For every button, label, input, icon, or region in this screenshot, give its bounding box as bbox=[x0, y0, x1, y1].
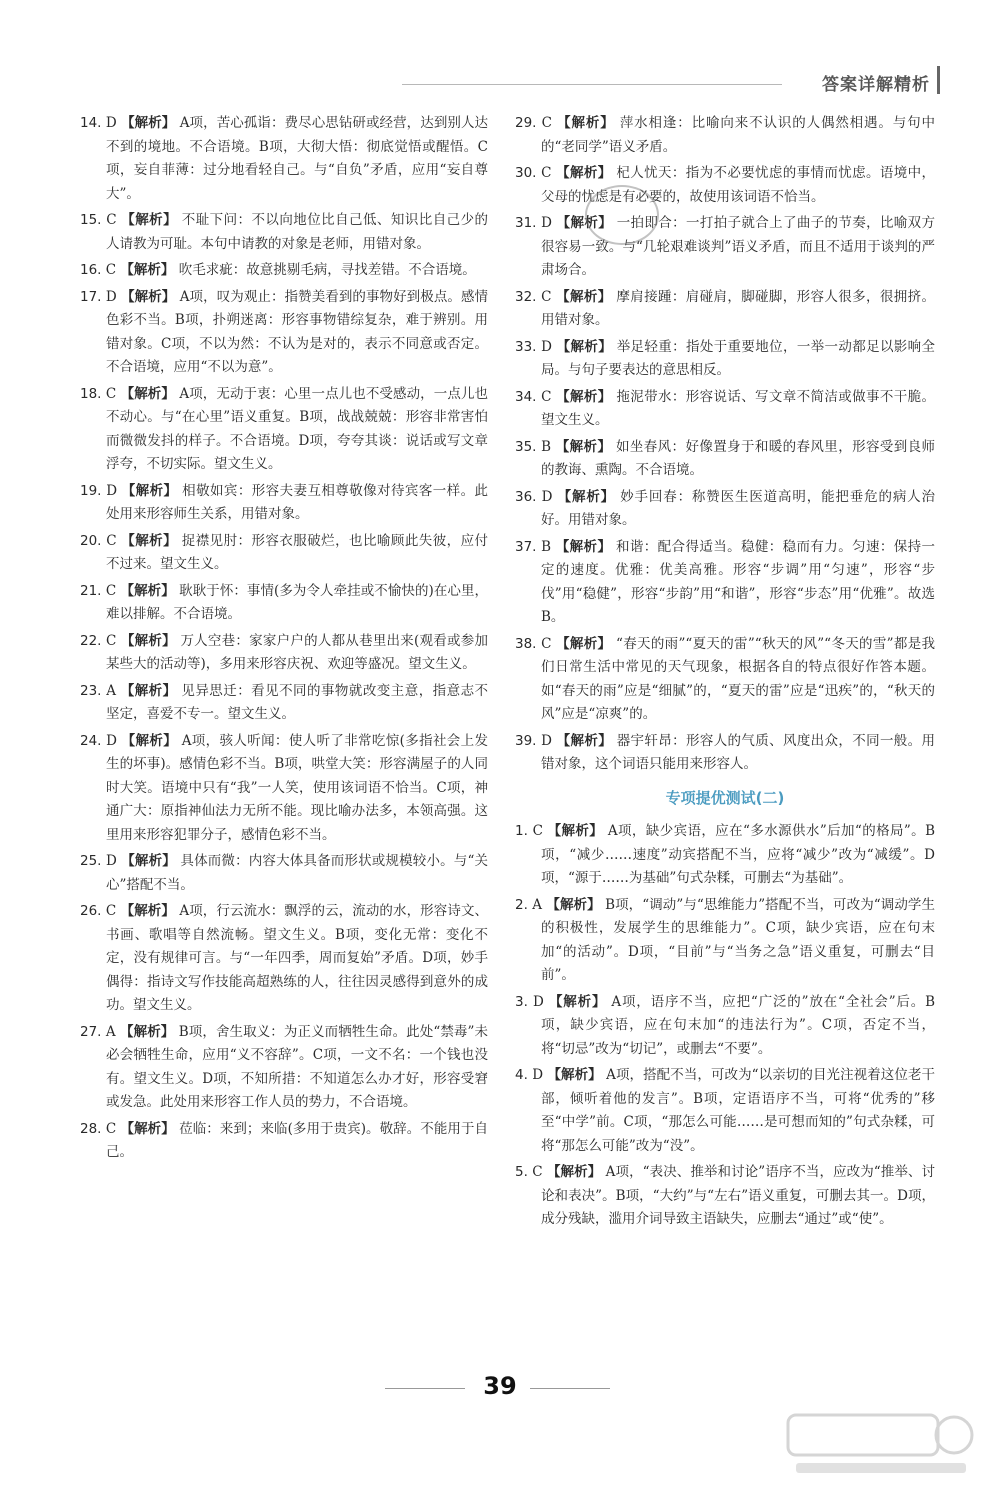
answer-item bbox=[80, 480, 488, 527]
section-title: 专项提优测试(二) bbox=[665, 788, 785, 807]
answer-item bbox=[80, 1118, 488, 1165]
analysis-tag: 【解析】 bbox=[547, 1067, 602, 1083]
answer-letter: D bbox=[533, 993, 544, 1010]
answer-letter: A bbox=[106, 682, 116, 699]
answer-letter: C bbox=[541, 288, 552, 305]
left-column bbox=[80, 112, 488, 1168]
answer-item bbox=[515, 633, 935, 727]
answer-number: 38. bbox=[515, 635, 537, 652]
analysis-text: 见异思迁：看见不同的事物就改变主意，指意志不坚定，喜爱不专一。望文生义。 bbox=[106, 682, 489, 722]
answer-item bbox=[80, 259, 488, 283]
answer-item bbox=[515, 162, 935, 209]
analysis-text: 耿耿于怀：事情(多为令人牵挂或不愉快的)在心里，难以排解。不合语境。 bbox=[106, 582, 489, 622]
analysis-text: 具体而微：内容大体具备而形状或规模较小。与“关心”搭配不当。 bbox=[106, 853, 489, 893]
analysis-tag: 【解析】 bbox=[556, 338, 613, 355]
page-header bbox=[0, 0, 1000, 110]
answer-letter: A bbox=[532, 896, 543, 913]
analysis-text: A项，苦心孤诣：费尽心思钻研或经营，达到别人达不到的境地。不合语境。B项，大彻大悟：彻底觉悟或醒悟。C项，妄自菲薄：过分地看轻自己。与“自负”矛盾，应用“妄自尊大”。 bbox=[106, 115, 489, 202]
analysis-tag: 【解析】 bbox=[121, 532, 178, 549]
answer-letter: D bbox=[105, 288, 117, 305]
answer-letter: C bbox=[105, 903, 117, 919]
analysis-text: 莅临：来到；来临(多用于贵宾)。敬辞。不能用于自己。 bbox=[106, 1120, 489, 1160]
analysis-tag: 【解析】 bbox=[121, 212, 178, 228]
answer-item bbox=[80, 383, 488, 477]
answer-letter: C bbox=[541, 388, 552, 405]
analysis-tag: 【解析】 bbox=[548, 993, 607, 1010]
analysis-text: 相敬如宾：形容夫妻互相尊敬像对待宾客一样。此处用来形容师生关系，用错对象。 bbox=[106, 482, 489, 522]
answer-item bbox=[515, 436, 935, 483]
analysis-tag: 【解析】 bbox=[121, 853, 176, 869]
answer-letter: D bbox=[105, 853, 117, 869]
watermark-logo bbox=[786, 1409, 976, 1479]
answer-letter: C bbox=[105, 582, 117, 599]
analysis-text: 一拍即合：一打拍子就合上了曲子的节奏，比喻双方很容易一致。与“几轮艰难谈判”语义矛盾，而且不适用于谈判的严肃场合。 bbox=[541, 215, 936, 278]
analysis-text: 如坐春风：好像置身于和暖的春风里，形容受到良师的教诲、熏陶。不合语境。 bbox=[541, 438, 936, 478]
answer-number: 4. bbox=[515, 1067, 528, 1083]
analysis-text: A项，“表决、推举和讨论”语序不当，应改为“推举、讨论和表决”。B项，“大约”与“左右”语义重复，可删去其一。D项，成分残缺，滥用介词导致主语缺失，应删去“通过”或“使”。 bbox=[541, 1164, 936, 1227]
answer-number: 28. bbox=[80, 1120, 102, 1137]
analysis-tag: 【解析】 bbox=[556, 165, 612, 181]
analysis-text: 妙手回春：称赞医生医道高明，能把垂危的病人治好。用错对象。 bbox=[541, 488, 936, 528]
analysis-text: 不耻下问：不以向地位比自己低、知识比自己少的人请教为可耻。本句中请教的对象是老师，用错对象。 bbox=[106, 212, 489, 252]
answer-item bbox=[515, 286, 935, 333]
analysis-tag: 【解析】 bbox=[546, 1164, 602, 1180]
analysis-text: 吹毛求疵：故意挑剔毛病，寻找差错。不合语境。 bbox=[178, 262, 476, 278]
answer-letter: C bbox=[105, 1120, 117, 1137]
answer-item bbox=[515, 730, 935, 777]
right-answers bbox=[515, 112, 935, 777]
analysis-text: “春天的雨”“夏天的雷”“秋天的风”“冬天的雪”都是我们日常生活中常见的天气现象，根据各自的特点很好作答本题。如“春天的雨”应是“细腻”的，“夏天的雷”应是“迅疾”的，“秋天的风”应是“凉爽”的。 bbox=[541, 635, 936, 722]
answer-item bbox=[515, 386, 935, 433]
answer-letter: D bbox=[106, 732, 117, 749]
analysis-text: A项，行云流水：飘浮的云，流动的水，形容诗文、书画、歌唱等自然流畅。望文生义。B项，变化无常：变化不定，没有规律可言。与“一年四季，周而复始”矛盾。D项，妙手偶得：指诗文写作技能高超熟练的人，往往因灵感得到意外的成功。望文生义。 bbox=[106, 903, 489, 1013]
answer-item bbox=[80, 112, 488, 206]
answer-letter: A bbox=[105, 1023, 116, 1040]
header-bar bbox=[937, 66, 940, 94]
answer-letter: C bbox=[106, 532, 117, 549]
answer-number: 1. bbox=[515, 823, 528, 839]
analysis-text: A项，骇人听闻：使人听了非常吃惊(多指社会上发生的坏事)。感情色彩不当。B项，哄堂大笑：形容满屋子的人同时大笑。语境中只有“我”一人笑，使用该词语不恰当。C项，神通广大：原指神仙法力无所不能。现比喻办法多，本领高强。这里用来形容犯罪分子，感情色彩不当。 bbox=[106, 732, 489, 843]
right-column bbox=[515, 112, 935, 1235]
analysis-text: 和谐：配合得适当。稳健：稳而有力。匀速：保持一定的速度。优雅：优美高雅。形容“步调”用“匀速”，形容“步伐”用“稳健”，形容“步韵”用“和谐”，形容“步态”用“优雅”。故选B。 bbox=[541, 538, 936, 625]
answer-item bbox=[80, 850, 488, 897]
analysis-text: 器宇轩昂：形容人的气质、风度出众，不同一般。用错对象，这个词语只能用来形容人。 bbox=[541, 732, 936, 772]
footer-rule-left bbox=[385, 1388, 465, 1389]
header-rule bbox=[402, 84, 782, 85]
answer-number: 33. bbox=[515, 338, 537, 355]
answer-number: 29. bbox=[515, 115, 537, 131]
answer-number: 30. bbox=[515, 165, 537, 181]
answer-number: 35. bbox=[515, 438, 537, 455]
section-answers bbox=[515, 820, 935, 1232]
answer-letter: D bbox=[541, 215, 552, 231]
analysis-tag: 【解析】 bbox=[547, 823, 604, 839]
answer-number: 36. bbox=[515, 488, 537, 505]
analysis-tag: 【解析】 bbox=[121, 482, 178, 499]
analysis-text: A项，无动于衷：心里一点儿也不受感动，一点儿也不动心。与“在心里”语义重复。B项，战战兢兢：形容非常害怕而微微发抖的样子。不合语境。D项，夸夸其谈：说话或写文章浮夸，不切实际。望文生义。 bbox=[106, 385, 489, 472]
analysis-tag: 【解析】 bbox=[555, 538, 612, 555]
answer-number: 20. bbox=[80, 532, 102, 549]
answer-number: 19. bbox=[80, 482, 102, 499]
answer-number: 32. bbox=[515, 288, 537, 305]
answer-item bbox=[80, 630, 488, 677]
analysis-tag: 【解析】 bbox=[121, 115, 176, 131]
answer-letter: B bbox=[541, 438, 552, 455]
analysis-text: B项，舍生取义：为正义而牺牲生命。此处“禁毒”未必会牺牲生命，应用“义不容辞”。C项，一文不名：一个钱也没有。望文生义。D项，不知所措：不知道怎么办才好，形容受窘或发急。此处用来形容工作人员的势力，不合语境。 bbox=[106, 1023, 489, 1110]
analysis-tag: 【解析】 bbox=[555, 438, 612, 455]
analysis-tag: 【解析】 bbox=[120, 1120, 175, 1137]
analysis-tag: 【解析】 bbox=[556, 635, 612, 652]
answer-letter: C bbox=[106, 212, 117, 228]
analysis-tag: 【解析】 bbox=[120, 682, 177, 699]
analysis-text: 举足轻重：指处于重要地位，一举一动都足以影响全局。与句子要表达的意思相反。 bbox=[541, 338, 936, 378]
analysis-text: A项，叹为观止：指赞美看到的事物好到极点。感情色彩不当。B项，扑朔迷离：形容事物错综复杂，难于辨别。用错对象。C项，不以为然：不认为是对的，表示不同意或否定。不合语境，应用“不以为意”。 bbox=[106, 288, 489, 375]
answer-letter: C bbox=[105, 262, 117, 278]
analysis-text: 摩肩接踵：肩碰肩，脚碰脚，形容人很多，很拥挤。用错对象。 bbox=[541, 288, 936, 328]
answer-number: 23. bbox=[80, 682, 102, 699]
analysis-text: A项，语序不当，应把“广泛的”放在“全社会”后。B项，缺少宾语，应在句末加“的违法行为”。C项，否定不当，将“切忌”改为“切记”，或删去“不要”。 bbox=[541, 993, 936, 1057]
answer-item bbox=[515, 536, 935, 630]
answer-number: 26. bbox=[80, 903, 102, 919]
answer-letter: D bbox=[106, 482, 118, 499]
answer-item bbox=[80, 530, 488, 577]
footer-rule-right bbox=[530, 1388, 610, 1389]
answer-item bbox=[515, 894, 935, 988]
answer-item bbox=[80, 286, 488, 380]
analysis-text: 捉襟见肘：形容衣服破烂，也比喻顾此失彼，应付不过来。望文生义。 bbox=[106, 532, 489, 572]
analysis-tag: 【解析】 bbox=[557, 115, 615, 131]
analysis-text: 杞人忧天：指为不必要忧虑的事情而忧虑。语境中，父母的忧虑是有必要的，故使用该词语不恰当。 bbox=[541, 165, 936, 205]
analysis-tag: 【解析】 bbox=[546, 896, 601, 913]
answer-item bbox=[80, 730, 488, 848]
answer-number: 16. bbox=[80, 262, 102, 278]
analysis-tag: 【解析】 bbox=[120, 262, 175, 278]
analysis-tag: 【解析】 bbox=[120, 582, 175, 599]
answer-letter: C bbox=[541, 115, 552, 131]
analysis-tag: 【解析】 bbox=[556, 388, 612, 405]
analysis-tag: 【解析】 bbox=[121, 732, 178, 749]
page-footer bbox=[0, 1370, 1000, 1410]
answer-item bbox=[80, 680, 488, 727]
answer-number: 37. bbox=[515, 538, 537, 555]
header-title: 答案详解精析 bbox=[822, 75, 930, 95]
answer-letter: C bbox=[532, 823, 543, 839]
analysis-tag: 【解析】 bbox=[556, 215, 613, 231]
answer-item bbox=[515, 112, 935, 159]
page-number: 39 bbox=[483, 1372, 517, 1400]
answer-item bbox=[80, 209, 488, 256]
answer-item bbox=[80, 580, 488, 627]
answer-letter: D bbox=[541, 732, 552, 749]
analysis-text: A项，缺少宾语，应在“多水源供水”后加“的格局”。B项，“减少……速度”动宾搭配不当，应将“减少”改为“减缓”。D项，“源于……为基础”句式杂糅，可删去“为基础”。 bbox=[541, 823, 935, 886]
answer-letter: D bbox=[541, 338, 552, 355]
answer-number: 5. bbox=[515, 1164, 528, 1180]
stamp-mark bbox=[585, 185, 659, 245]
answer-item bbox=[515, 486, 935, 533]
answer-number: 2. bbox=[515, 896, 528, 913]
answer-letter: C bbox=[105, 385, 117, 402]
analysis-text: 拖泥带水：形容说话、写文章不简洁或做事不干脆。望文生义。 bbox=[541, 388, 936, 428]
answer-letter: C bbox=[541, 635, 552, 652]
answer-letter: C bbox=[106, 632, 117, 649]
answer-letter: C bbox=[541, 165, 552, 181]
analysis-text: A项，搭配不当，可改为“以亲切的目光注视着这位老干部，倾听着他的发言”。B项，定语语序不当，可将“优秀的”移至“中学”前。C项，“那怎么可能……是可想而知的”句式杂糅，可将“那怎么可能”改为“没”。 bbox=[541, 1067, 936, 1154]
answer-number: 27. bbox=[80, 1023, 102, 1040]
answer-letter: D bbox=[541, 488, 553, 505]
analysis-tag: 【解析】 bbox=[120, 385, 175, 402]
answer-letter: C bbox=[532, 1164, 543, 1180]
answer-number: 14. bbox=[80, 115, 102, 131]
answer-number: 18. bbox=[80, 385, 102, 402]
analysis-tag: 【解析】 bbox=[121, 288, 176, 305]
answer-number: 31. bbox=[515, 215, 537, 231]
answer-number: 22. bbox=[80, 632, 102, 649]
answer-number: 21. bbox=[80, 582, 102, 599]
analysis-text: B项，“调动”与“思维能力”搭配不当，可改为“调动学生的积极性，发展学生的思维能力”。C项，缺少宾语，应在句末加“的活动”。D项，“目前”与“当务之急”语义重复，可删去“目前”。 bbox=[541, 896, 936, 983]
answer-item bbox=[80, 1021, 488, 1115]
analysis-text: 万人空巷：家家户户的人都从巷里出来(观看或参加某些大的活动等)，多用来形容庆祝、欢迎等盛况。望文生义。 bbox=[106, 632, 489, 672]
analysis-tag: 【解析】 bbox=[120, 1023, 175, 1040]
analysis-tag: 【解析】 bbox=[120, 903, 175, 919]
answer-number: 25. bbox=[80, 853, 102, 869]
answer-number: 34. bbox=[515, 388, 537, 405]
answer-letter: D bbox=[532, 1067, 544, 1083]
answer-item bbox=[515, 820, 935, 891]
analysis-tag: 【解析】 bbox=[556, 288, 612, 305]
answer-number: 3. bbox=[515, 993, 528, 1010]
answer-number: 24. bbox=[80, 732, 102, 749]
answer-item bbox=[515, 336, 935, 383]
answer-item bbox=[515, 1064, 935, 1158]
answer-item bbox=[515, 1161, 935, 1232]
analysis-text: 萍水相逢：比喻向来不认识的人偶然相遇。与句中的“老同学”语义矛盾。 bbox=[541, 115, 936, 155]
analysis-tag: 【解析】 bbox=[557, 488, 616, 505]
analysis-tag: 【解析】 bbox=[120, 632, 176, 649]
answer-letter: D bbox=[105, 115, 117, 131]
answer-letter: B bbox=[541, 538, 552, 555]
answer-item bbox=[80, 900, 488, 1018]
answer-item bbox=[515, 991, 935, 1062]
answer-number: 39. bbox=[515, 732, 537, 749]
answer-number: 17. bbox=[80, 288, 102, 305]
analysis-tag: 【解析】 bbox=[556, 732, 613, 749]
answer-item bbox=[515, 212, 935, 283]
answer-number: 15. bbox=[80, 212, 102, 228]
